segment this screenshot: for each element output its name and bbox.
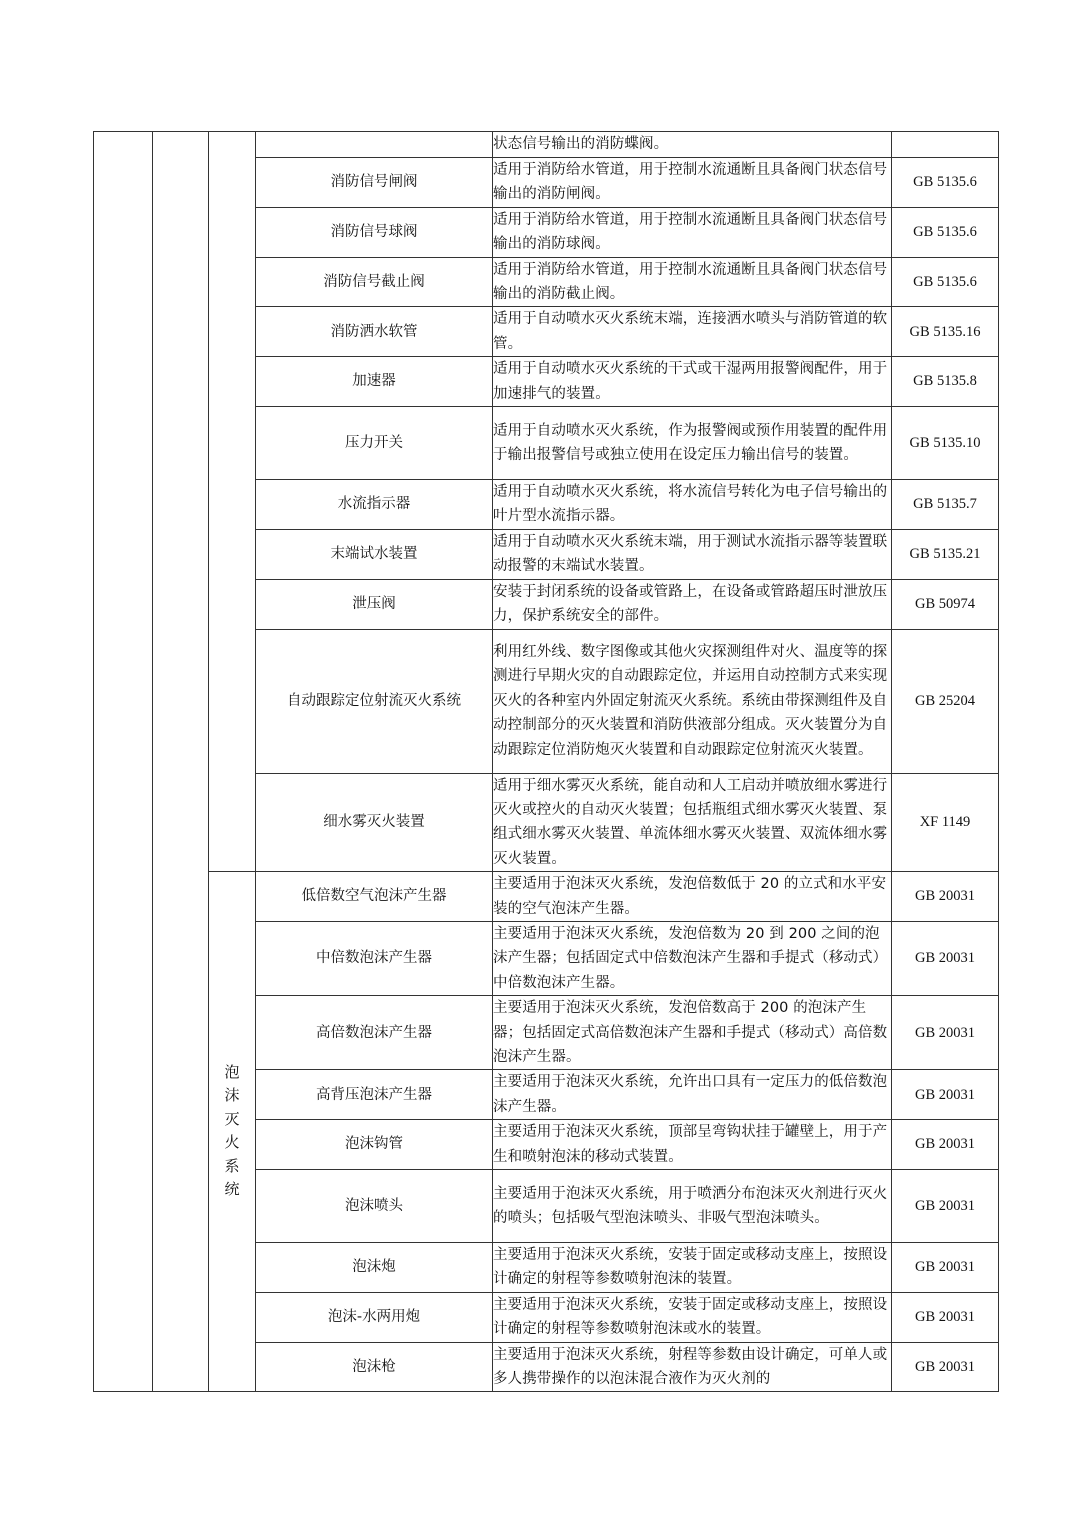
standard-cell: GB 20031 — [892, 1342, 999, 1392]
product-name-cell — [256, 132, 493, 158]
product-name-cell: 高倍数泡沫产生器 — [256, 996, 493, 1070]
product-name-cell: 泡沫喷头 — [256, 1170, 493, 1243]
standard-cell: GB 20031 — [892, 1070, 999, 1120]
category-cell-level-2 — [153, 132, 209, 1392]
description-cell: 主要适用于泡沫灭火系统，发泡倍数高于 200 的泡沫产生器；包括固定式高倍数泡沫产生器和手提式（移动式）高倍数泡沫产生器。 — [493, 996, 892, 1070]
standard-cell: GB 20031 — [892, 1120, 999, 1170]
standard-cell: XF 1149 — [892, 773, 999, 872]
product-name-cell: 中倍数泡沫产生器 — [256, 921, 493, 995]
standard-cell: GB 20031 — [892, 921, 999, 995]
standard-cell: GB 5135.21 — [892, 529, 999, 579]
product-name-cell: 消防洒水软管 — [256, 307, 493, 357]
description-cell: 主要适用于泡沫灭火系统，用于喷洒分布泡沫灭火剂进行灭火的喷头；包括吸气型泡沫喷头、非吸气型泡沫喷头。 — [493, 1170, 892, 1243]
standard-cell: GB 5135.6 — [892, 158, 999, 208]
description-cell: 状态信号输出的消防蝶阀。 — [493, 132, 892, 158]
product-name-cell: 泄压阀 — [256, 579, 493, 629]
description-cell: 安装于封闭系统的设备或管路上，在设备或管路超压时泄放压力，保护系统安全的部件。 — [493, 579, 892, 629]
description-cell: 适用于消防给水管道，用于控制水流通断且具备阀门状态信号输出的消防闸阀。 — [493, 158, 892, 208]
product-name-cell: 消防信号球阀 — [256, 207, 493, 257]
description-cell: 适用于消防给水管道，用于控制水流通断且具备阀门状态信号输出的消防球阀。 — [493, 207, 892, 257]
category-cell-level-3 — [209, 132, 256, 872]
product-name-cell: 低倍数空气泡沫产生器 — [256, 872, 493, 922]
description-cell: 适用于自动喷水灭火系统的干式或干湿两用报警阀配件，用于加速排气的装置。 — [493, 357, 892, 407]
product-name-cell: 压力开关 — [256, 407, 493, 480]
description-cell: 利用红外线、数字图像或其他火灾探测组件对火、温度等的探测进行早期火灾的自动跟踪定位，并运用自动控制方式来实现灭火的各种室内外固定射流灭火系统。系统由带探测组件及自动控制部分的灭火装置和消防供液部分组成。灭火装置分为自动跟踪定位消防炮灭火装置和自动跟踪定位射流灭火装置。 — [493, 629, 892, 773]
standard-cell: GB 20031 — [892, 996, 999, 1070]
standard-cell: GB 5135.6 — [892, 257, 999, 307]
standard-cell: GB 5135.7 — [892, 480, 999, 530]
standard-cell: GB 20031 — [892, 872, 999, 922]
description-cell: 主要适用于泡沫灭火系统，安装于固定或移动支座上，按照设计确定的射程等参数喷射泡沫或水的装置。 — [493, 1292, 892, 1342]
description-cell: 主要适用于泡沫灭火系统，发泡倍数低于 20 的立式和水平安装的空气泡沫产生器。 — [493, 872, 892, 922]
standard-cell: GB 20031 — [892, 1243, 999, 1293]
description-cell: 适用于自动喷水灭火系统末端，连接洒水喷头与消防管道的软管。 — [493, 307, 892, 357]
description-cell: 主要适用于泡沫灭火系统，发泡倍数为 20 到 200 之间的泡沫产生器；包括固定式中倍数泡沫产生器和手提式（移动式）中倍数泡沫产生器。 — [493, 921, 892, 995]
product-name-cell: 泡沫枪 — [256, 1342, 493, 1392]
description-cell: 适用于自动喷水灭火系统，作为报警阀或预作用装置的配件用于输出报警信号或独立使用在设定压力输出信号的装置。 — [493, 407, 892, 480]
product-name-cell: 水流指示器 — [256, 480, 493, 530]
description-cell: 适用于自动喷水灭火系统，将水流信号转化为电子信号输出的叶片型水流指示器。 — [493, 480, 892, 530]
table-row — [94, 132, 999, 158]
standard-cell: GB 20031 — [892, 1170, 999, 1243]
standard-cell: GB 5135.8 — [892, 357, 999, 407]
description-cell: 主要适用于泡沫灭火系统，顶部呈弯钩状挂于罐壁上，用于产生和喷射泡沫的移动式装置。 — [493, 1120, 892, 1170]
standard-cell: GB 25204 — [892, 629, 999, 773]
standard-cell: GB 5135.6 — [892, 207, 999, 257]
product-name-cell: 消防信号闸阀 — [256, 158, 493, 208]
description-cell: 适用于消防给水管道，用于控制水流通断且具备阀门状态信号输出的消防截止阀。 — [493, 257, 892, 307]
table-row — [94, 872, 999, 922]
standard-cell — [892, 132, 999, 158]
product-name-cell: 加速器 — [256, 357, 493, 407]
standard-cell: GB 20031 — [892, 1292, 999, 1342]
description-cell: 主要适用于泡沫灭火系统，允许出口具有一定压力的低倍数泡沫产生器。 — [493, 1070, 892, 1120]
category-foam-cell — [209, 872, 256, 1392]
product-name-cell: 泡沫-水两用炮 — [256, 1292, 493, 1342]
product-name-cell: 自动跟踪定位射流灭火系统 — [256, 629, 493, 773]
description-cell: 主要适用于泡沫灭火系统，安装于固定或移动支座上，按照设计确定的射程等参数喷射泡沫的装置。 — [493, 1243, 892, 1293]
standard-cell: GB 5135.16 — [892, 307, 999, 357]
product-name-cell: 末端试水装置 — [256, 529, 493, 579]
product-name-cell: 泡沫钩管 — [256, 1120, 493, 1170]
category-foam-label: 泡沫灭火系统 — [224, 1062, 240, 1199]
standard-cell: GB 5135.10 — [892, 407, 999, 480]
product-name-cell: 消防信号截止阀 — [256, 257, 493, 307]
category-cell-level-1 — [94, 132, 153, 1392]
standard-cell: GB 50974 — [892, 579, 999, 629]
description-cell: 适用于细水雾灭火系统，能自动和人工启动并喷放细水雾进行灭火或控火的自动灭火装置；包括瓶组式细水雾灭火装置、泵组式细水雾灭火装置、单流体细水雾灭火装置、双流体细水雾灭火装置。 — [493, 773, 892, 872]
description-cell: 主要适用于泡沫灭火系统，射程等参数由设计确定，可单人或多人携带操作的以泡沫混合液作为灭火剂的 — [493, 1342, 892, 1392]
product-name-cell: 泡沫炮 — [256, 1243, 493, 1293]
description-cell: 适用于自动喷水灭火系统末端，用于测试水流指示器等装置联动报警的末端试水装置。 — [493, 529, 892, 579]
product-name-cell: 细水雾灭火装置 — [256, 773, 493, 872]
product-name-cell: 高背压泡沫产生器 — [256, 1070, 493, 1120]
product-standard-table — [93, 131, 999, 1392]
